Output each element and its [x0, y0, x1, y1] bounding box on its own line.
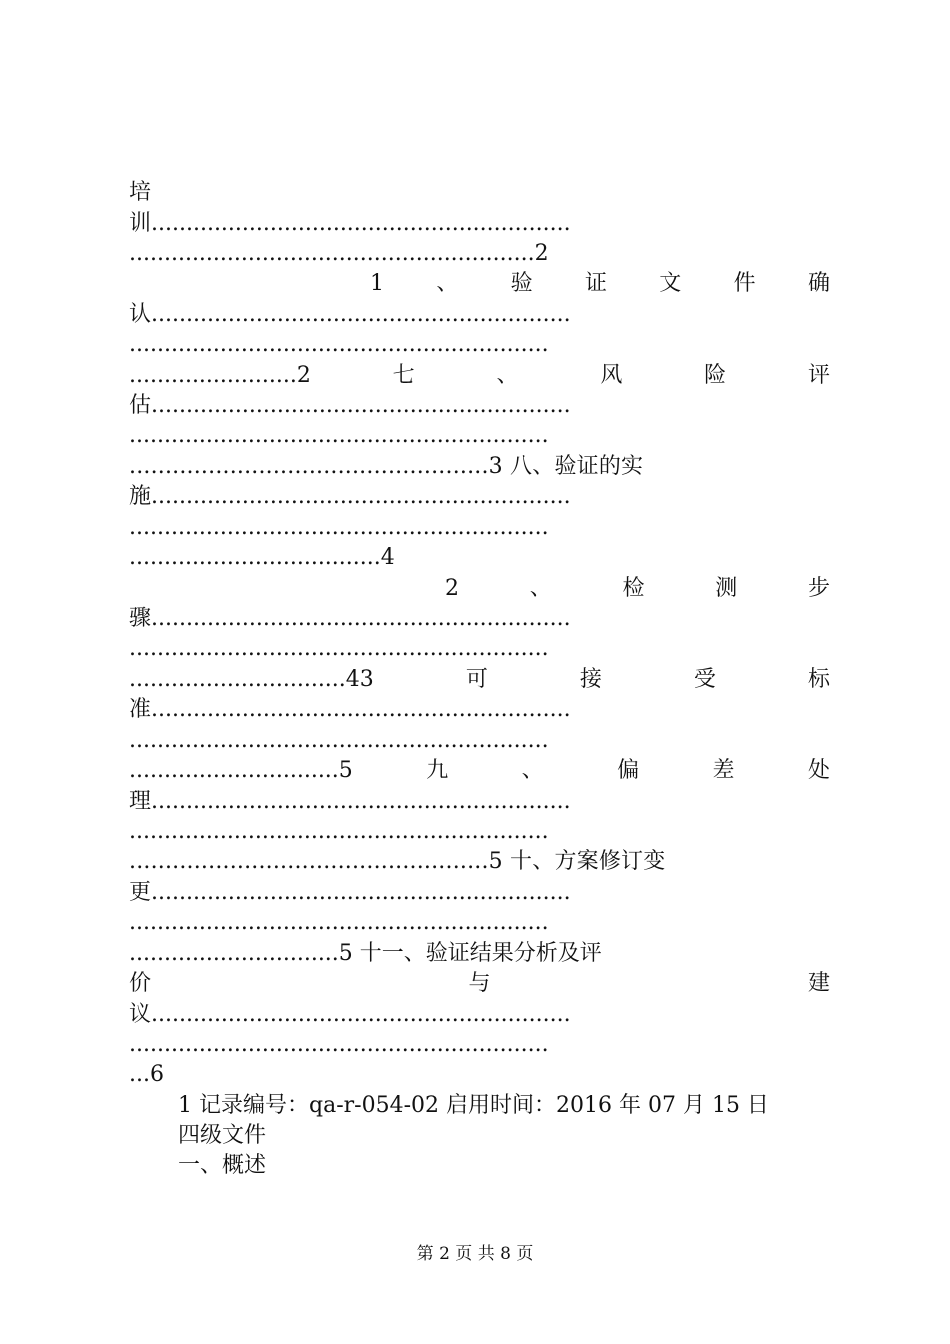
toc-word: 建 — [807, 971, 830, 996]
toc-word: 九 — [426, 758, 449, 783]
toc-line: ..................................................3 八、验证的实 — [129, 454, 644, 479]
toc-line — [129, 665, 830, 695]
toc-word: 可 — [465, 667, 488, 692]
toc-line: ..................................................5 十、方案修订变 — [129, 849, 666, 874]
toc-word: 险 — [704, 363, 727, 388]
toc-line: ............................................................ — [129, 819, 549, 844]
toc-word: ...............................43 — [129, 667, 374, 692]
toc-word: 1 — [370, 271, 384, 296]
toc-word: 七 — [392, 363, 415, 388]
toc-word: 验 — [510, 271, 533, 296]
toc-word: 、 — [521, 758, 544, 783]
toc-line — [370, 269, 830, 299]
toc-word: 评 — [807, 363, 830, 388]
toc-line: ..........................................................2 — [129, 241, 549, 266]
toc-line — [129, 361, 830, 391]
toc-line — [445, 574, 830, 604]
toc-word: 受 — [693, 667, 716, 692]
toc-line: ..............................5 十一、验证结果分析及评 — [129, 941, 602, 966]
toc-line: 理............................................................ — [129, 789, 571, 814]
toc-line: ............................................................ — [129, 515, 549, 540]
toc-word: 价 — [129, 971, 152, 996]
toc-word: 、 — [529, 576, 552, 601]
toc-word: 、 — [436, 271, 459, 296]
toc-word: 、 — [496, 363, 519, 388]
toc-line: ....................................4 — [129, 545, 395, 570]
toc-word: ........................2 — [129, 363, 311, 388]
toc-line: 准............................................................ — [129, 697, 571, 722]
toc-word: 标 — [807, 667, 830, 692]
record-info: 1 记录编号：qa-r-054-02 启用时间：2016 年 07 月 15 日 — [178, 1093, 769, 1118]
toc-word: 风 — [600, 363, 623, 388]
toc-word: 差 — [712, 758, 735, 783]
toc-line: ............................................................ — [129, 1032, 549, 1057]
toc-line — [129, 756, 830, 786]
toc-word: 文 — [659, 271, 682, 296]
toc-line: ............................................................ — [129, 636, 549, 661]
toc-line — [129, 969, 830, 999]
toc-word: 处 — [807, 758, 830, 783]
toc-line: 更............................................................ — [129, 880, 571, 905]
toc-line: 骤............................................................ — [129, 606, 571, 631]
toc-line: ............................................................ — [129, 332, 549, 357]
toc-word: 证 — [584, 271, 607, 296]
toc-line: ............................................................ — [129, 728, 549, 753]
toc-word: 测 — [715, 576, 738, 601]
toc-line: ............................................................ — [129, 910, 549, 935]
toc-line: 议............................................................ — [129, 1002, 571, 1027]
toc-word: 检 — [622, 576, 645, 601]
toc-word: 接 — [579, 667, 602, 692]
toc-line: 施............................................................ — [129, 484, 571, 509]
section-heading: 一、概述 — [178, 1153, 267, 1178]
toc-line: ...6 — [129, 1062, 164, 1087]
toc-word: 件 — [733, 271, 756, 296]
toc-word: ..............................5 — [129, 758, 353, 783]
document-level: 四级文件 — [178, 1123, 267, 1148]
toc-line: 估............................................................ — [129, 393, 571, 418]
toc-line: 培 — [129, 180, 152, 205]
toc-line: 认............................................................ — [129, 302, 571, 327]
toc-line: 训............................................................ — [129, 211, 571, 236]
toc-word: 步 — [807, 576, 830, 601]
toc-word: 确 — [807, 271, 830, 296]
toc-line: ............................................................ — [129, 423, 549, 448]
toc-word: 偏 — [617, 758, 640, 783]
toc-word: 2 — [445, 576, 459, 601]
toc-word: 与 — [468, 971, 491, 996]
page-footer: 第 2 页 共 8 页 — [416, 1244, 534, 1264]
